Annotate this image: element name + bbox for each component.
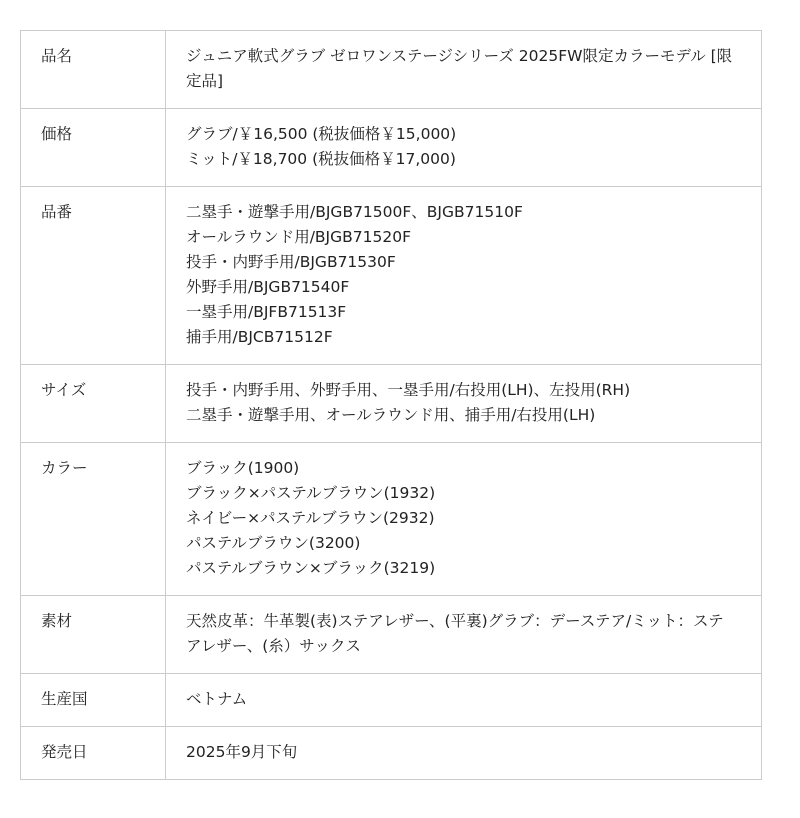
spec-value-line: 捕手用/BJCB71512F (186, 328, 333, 346)
spec-label: カラー (21, 443, 166, 596)
spec-value (166, 727, 762, 780)
spec-row-release-date (21, 727, 762, 780)
spec-value (166, 443, 762, 596)
spec-value-line: ブラック×パステルブラウン(1932) (186, 484, 436, 502)
spec-row-price (21, 109, 762, 187)
spec-row-color (21, 443, 762, 596)
spec-label: 品番 (21, 187, 166, 365)
spec-value (166, 365, 762, 443)
spec-row-product-number (21, 187, 762, 365)
spec-value-line: 2025年9月下旬 (186, 743, 298, 761)
spec-row-size (21, 365, 762, 443)
spec-value-line: 外野手用/BJGB71540F (186, 278, 350, 296)
spec-value-line: 投手・内野手用/BJGB71530F (186, 253, 396, 271)
spec-value-line: オールラウンド用/BJGB71520F (186, 228, 411, 246)
spec-label: 生産国 (21, 674, 166, 727)
spec-label: 素材 (21, 596, 166, 674)
spec-value-line: 一塁手用/BJFB71513F (186, 303, 347, 321)
spec-value (166, 596, 762, 674)
spec-value (166, 31, 762, 109)
spec-label: 価格 (21, 109, 166, 187)
spec-value-line: ミット/￥18,700 (税抜価格￥17,000) (186, 150, 456, 168)
spec-value-line: ジュニア軟式グラブ ゼロワンステージシリーズ 2025FW限定カラーモデル [限定品] (186, 47, 733, 90)
spec-value (166, 109, 762, 187)
spec-value-line: 投手・内野手用、外野手用、一塁手用/右投用(LH)、左投用(RH) (186, 381, 631, 399)
spec-value (166, 187, 762, 365)
product-spec-table (20, 30, 762, 780)
spec-row-name (21, 31, 762, 109)
spec-value-line: 天然皮革：牛革製(表)ステアレザー、(平裏)グラブ：デーステア/ミット：ステアレザー、(糸）サックス (186, 612, 724, 655)
spec-value-line: ネイビー×パステルブラウン(2932) (186, 509, 435, 527)
spec-value-line: パステルブラウン×ブラック(3219) (186, 559, 436, 577)
spec-value-line: パステルブラウン(3200) (186, 534, 361, 552)
spec-value-line: グラブ/￥16,500 (税抜価格￥15,000) (186, 125, 457, 143)
spec-value (166, 674, 762, 727)
spec-value-line: ベトナム (186, 690, 248, 708)
spec-value-line: 二塁手・遊撃手用/BJGB71500F、BJGB71510F (186, 203, 523, 221)
spec-row-material (21, 596, 762, 674)
spec-label: サイズ (21, 365, 166, 443)
spec-row-country (21, 674, 762, 727)
spec-label: 品名 (21, 31, 166, 109)
spec-value-line: 二塁手・遊撃手用、オールラウンド用、捕手用/右投用(LH) (186, 406, 596, 424)
spec-value-line: ブラック(1900) (186, 459, 300, 477)
spec-label: 発売日 (21, 727, 166, 780)
